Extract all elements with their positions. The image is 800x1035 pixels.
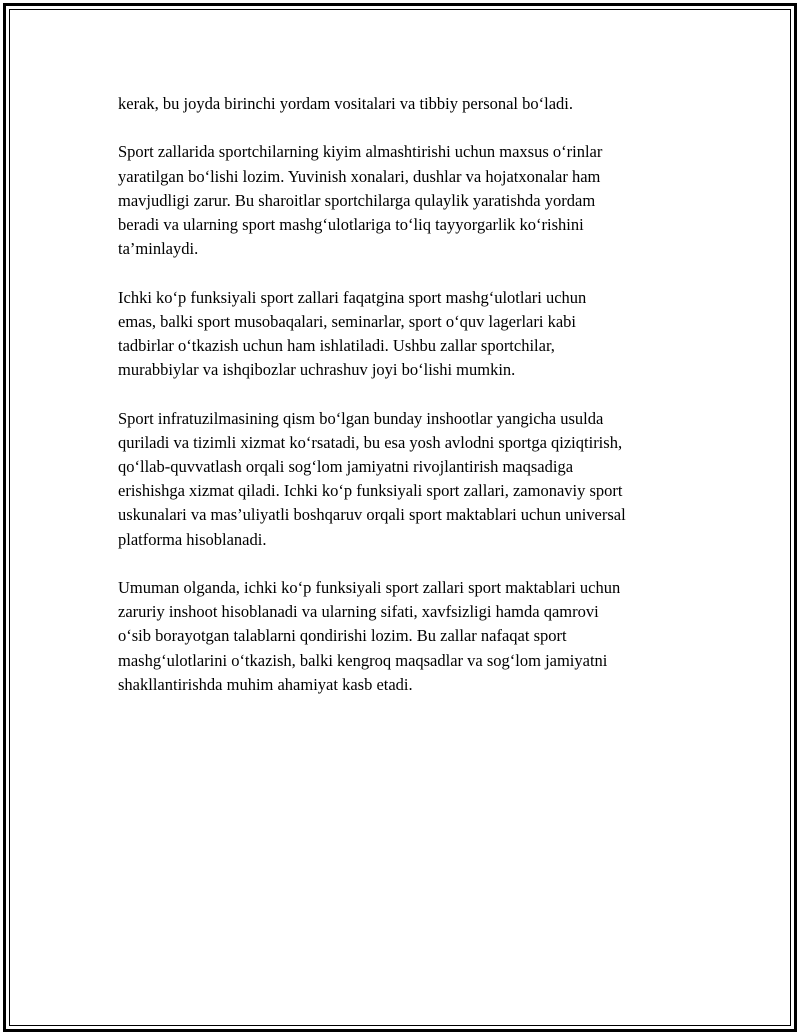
- text-line: tadbirlar o‘tkazish uchun ham ishlatiladi. Ushbu zallar sportchilar,: [118, 336, 555, 355]
- text-line: kerak, bu joyda birinchi yordam vositalari va tibbiy personal bo‘ladi.: [118, 94, 574, 113]
- paragraph-3: [118, 286, 698, 383]
- paragraph-1: [118, 92, 698, 116]
- text-line: yaratilgan bo‘lishi lozim. Yuvinish xonalari, dushlar va hojatxonalar ham: [118, 166, 601, 186]
- text-line: Sport infratuzilmasining qism bo‘lgan bunday inshootlar yangicha usulda: [118, 408, 604, 428]
- text-line: murabbiylar va ishqibozlar uchrashuv joyi bo‘lishi mumkin.: [118, 360, 516, 380]
- text-line: mashg‘ulotlarini o‘tkazish, balki kengroq maqsadlar va sog‘lom jamiyatni: [118, 650, 608, 670]
- text-line: emas, balki sport musobaqalari, seminarlar, sport o‘quv lagerlari kabi: [118, 311, 576, 331]
- text-line: zaruriy inshoot hisoblanadi va ularning sifati, xavfsizligi hamda qamrovi: [118, 602, 599, 622]
- text-line: ta’minlaydi.: [118, 239, 199, 259]
- text-line: Umuman olganda, ichki ko‘p funksiyali sport zallari sport maktablari uchun: [118, 578, 621, 597]
- text-line: erishishga xizmat qiladi. Ichki ko‘p funksiyali sport zallari, zamonaviy sport: [118, 481, 623, 501]
- text-line: beradi va ularning sport mashg‘ulotlariga to‘liq tayyorgarlik ko‘rishini: [118, 215, 584, 234]
- text-line: Sport zallarida sportchilarning kiyim almashtirishi uchun maxsus o‘rinlar: [118, 142, 603, 162]
- text-line: platforma hisoblanadi.: [118, 529, 267, 549]
- text-line: qo‘llab-quvvatlash orqali sog‘lom jamiyatni rivojlantirish maqsadiga: [118, 457, 574, 476]
- paragraph-4: [118, 407, 698, 552]
- text-line: mavjudligi zarur. Bu sharoitlar sportchilarga qulaylik yaratishda yordam: [118, 190, 596, 210]
- paragraph-5: [118, 576, 698, 697]
- text-line: Ichki ko‘p funksiyali sport zallari faqatgina sport mashg‘ulotlari uchun: [118, 287, 587, 307]
- text-line: uskunalari va mas’uliyatli boshqaruv orqali sport maktablari uchun universal: [118, 505, 626, 525]
- text-line: shakllantirishda muhim ahamiyat kasb etadi.: [118, 674, 413, 694]
- document-body: [118, 92, 698, 721]
- paragraph-2: [118, 140, 698, 261]
- text-line: o‘sib borayotgan talablarni qondirishi lozim. Bu zallar nafaqat sport: [118, 626, 567, 646]
- text-line: quriladi va tizimli xizmat ko‘rsatadi, bu esa yosh avlodni sportga qiziqtirish,: [118, 432, 623, 452]
